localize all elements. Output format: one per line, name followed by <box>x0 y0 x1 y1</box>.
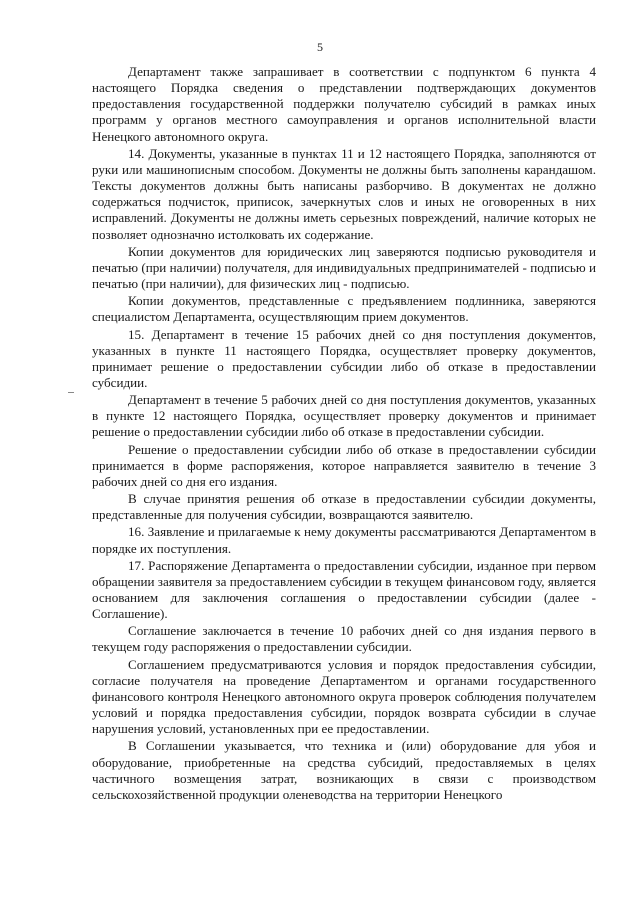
paragraph: Департамент также запрашивает в соответствии с подпунктом 6 пункта 4 настоящего Порядка сведения о представлении подтверждающих документов предоставления государственной поддержки получателю субсидий в рамках иных программ у органов местного самоуправления и органов исполнительной власти Ненецкого автономного округа. <box>92 64 596 144</box>
document-body <box>92 64 596 803</box>
paragraph: Решение о предоставлении субсидии либо об отказе в предоставлении субсидии принимается в форме распоряжения, которое направляется заявителю в течение 3 рабочих дней со дня его издания. <box>92 441 596 489</box>
paragraph: В случае принятия решения об отказе в предоставлении субсидии документы, представленные для получения субсидии, возвращаются заявителю. <box>92 491 596 523</box>
paragraph: 16. Заявление и прилагаемые к нему документы рассматриваются Департаментом в порядке их поступления. <box>92 524 596 556</box>
paragraph: 14. Документы, указанные в пунктах 11 и 12 настоящего Порядка, заполняются от руки или машинописным способом. Документы не должны быть заполнены карандашом. Тексты документов должны быть написаны разборчиво. В документах не должно содержаться подчисток, приписок, зачеркнутых слов и иных не оговоренных в них исправлений. Документы не должны иметь серьезных повреждений, наличие которых не позволяет однозначно истолковать их содержание. <box>92 145 596 242</box>
paragraph: Копии документов для юридических лиц заверяются подписью руководителя и печатью (при наличии) получателя, для индивидуальных предпринимателей - подписью и печатью (при наличии), для физических лиц - подписью. <box>92 243 596 292</box>
page-number: 5 <box>317 40 323 54</box>
margin-mark <box>68 392 74 393</box>
paragraph: Соглашением предусматриваются условия и порядок предоставления субсидии, согласие получателя на проведение Департаментом и органами государственного финансового контроля Ненецкого автономного округа проверок соблюдения получателем условий и порядка предоставления субсидии, порядок возврата субсидии в случае нарушения условий, установленных при ее предоставлении. <box>92 656 596 737</box>
paragraph: Департамент в течение 5 рабочих дней со дня поступления документов, указанных в пункте 12 настоящего Порядка, осуществляет проверку документов и принимает решение о предоставлении субсидии либо об отказе в предоставлении субсидии. <box>92 392 596 440</box>
paragraph: Копии документов, представленные с предъявлением подлинника, заверяются специалистом Департамента, осуществляющим прием документов. <box>92 293 596 325</box>
paragraph: 15. Департамент в течение 15 рабочих дней со дня поступления документов, указанных в пункте 11 настоящего Порядка, осуществляет проверку документов, принимает решение о предоставлении субсидии либо об отказе в предоставлении субсидии. <box>92 326 596 390</box>
paragraph: 17. Распоряжение Департамента о предоставлении субсидии, изданное при первом обращении заявителя за предоставлением субсидии в текущем финансовом году, является основанием для заключения соглашения о предоставлении субсидии (далее - Соглашение). <box>92 557 596 622</box>
paragraph: Соглашение заключается в течение 10 рабочих дней со дня издания первого в текущем году распоряжения о предоставлении субсидии. <box>92 623 596 655</box>
paragraph: В Соглашении указывается, что техника и (или) оборудование для убоя и оборудование, приобретенные на средства субсидий, предоставляемых в целях частичного возмещения затрат, возникающих в связи с производством сельскохозяйственной продукции оленеводства на территории Ненецкого <box>92 738 596 802</box>
